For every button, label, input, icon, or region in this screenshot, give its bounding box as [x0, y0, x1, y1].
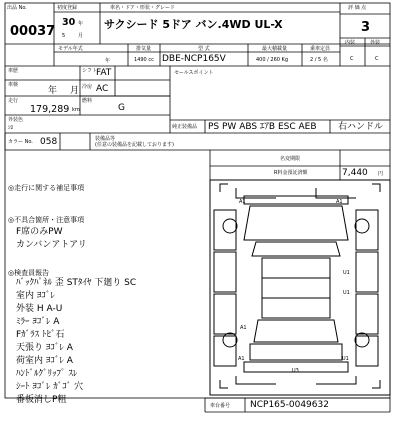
load-value: 400 / 260 Kg [256, 57, 288, 63]
damage-mark: U1 [343, 270, 350, 276]
inspector-line-4: ﾐﾗｰ ﾖｺﾞﾚ A [16, 317, 60, 327]
inspection-month-unit: 月 [70, 86, 80, 96]
body-color-label: 外装色 [8, 117, 24, 123]
damage-mark: A1 [240, 325, 247, 331]
inspection-label: 車検 [8, 82, 19, 88]
damage-mark: U1 [342, 356, 349, 362]
model-name: サクシード 5ドア バン.4WD UL-X [104, 18, 283, 31]
displacement-value: 1490 cc [134, 57, 154, 63]
shift-value: FAT [96, 68, 112, 78]
history-label: 車歴 [8, 68, 19, 74]
model-label: 車名・ドア・形状・グレード [110, 5, 175, 11]
fuel-value: G [118, 103, 125, 113]
inspection-year-unit: 年 [48, 86, 58, 96]
grade-label: 評 価 点 [348, 5, 367, 11]
recycle-fee-label: R料金預託済額 [274, 170, 308, 176]
damage-mark: A1 [336, 199, 343, 205]
shift-label: シフト [82, 68, 98, 74]
steering-value: 右ハンドル [338, 122, 384, 132]
inspector-line-3: 外装 H A-U [16, 304, 63, 314]
defect-line-1: F席のみPW [16, 227, 63, 237]
recycle-fee-value: 7,440 [342, 168, 368, 178]
inspector-line-6: 天張り ﾖｺﾞﾚ A [16, 343, 73, 353]
reg-month: 5 [62, 33, 66, 39]
vin-value: NCP165-0049632 [250, 400, 329, 410]
reg-month-unit: 月 [78, 33, 84, 39]
reg-year: 30 [62, 17, 76, 28]
lot-no: 00037 [10, 24, 56, 39]
color-no-label: カラー No. [8, 139, 33, 145]
defects-title: ◎不具合箇所・注意事項 [8, 216, 85, 224]
year-label: 初度登録 [57, 5, 78, 11]
options-label: 純正装備品 [172, 124, 198, 130]
model-code-value: DBE-NCP165V [162, 54, 226, 64]
damage-mark: A1 [239, 199, 246, 205]
reg-year-unit: 年 [78, 21, 84, 27]
mileage-value: 179,289 [30, 104, 70, 115]
defect-line-2: カンバンアトアリ [16, 240, 87, 250]
exterior-label: 外装 [370, 40, 381, 46]
recycle-fee-unit: 円 [378, 171, 384, 177]
inspector-title: ◎検査員報告 [8, 269, 50, 277]
options-value: PS PW ABS ｴｱB ESC AEB [208, 122, 317, 132]
extra-note: (任意の装備品を記載しております) [95, 142, 174, 148]
lot-no-label: 出品 No. [7, 5, 27, 11]
damage-mark: A1 [238, 356, 245, 362]
inspector-line-7: 荷室内 ﾖｺﾞﾚ A [16, 356, 73, 366]
vin-label: 車台番号 [210, 403, 231, 409]
mileage-label: 走行 [8, 98, 19, 104]
inspector-line-1: ﾊﾞｯｸﾊﾟﾈﾙ 歪 STﾀｲﾔ 下廻り SC [16, 278, 137, 288]
inspector-line-10: 番板消しP粗 [16, 395, 67, 405]
sales-point-label: セールスポイント [174, 70, 214, 76]
inspector-line-2: 室内 ﾖｺﾞﾚ [16, 291, 55, 301]
name-change-label: 名変期限 [280, 156, 301, 162]
model-year-unit: 年 [105, 58, 111, 64]
seats-value: 2 / 5 名 [310, 57, 328, 63]
body-color-value: ｼﾛ [8, 125, 14, 131]
extra-label: 装備品等 [95, 136, 116, 142]
mileage-unit: km [72, 107, 80, 113]
color-no-value: 058 [40, 137, 58, 147]
inspector-line-9: ｼｰﾄ ﾖｺﾞﾚ ｶﾞｺﾞ 穴 [16, 382, 84, 392]
inspector-line-5: Fｶﾞﾗｽ ﾄﾋﾞ石 [16, 330, 65, 340]
exterior-value: C [375, 56, 379, 62]
driving-notes-title: ◎走行に関する補足事項 [8, 184, 85, 192]
interior-label: 内装 [345, 40, 356, 46]
fuel-label: 燃料 [82, 98, 93, 104]
model-type-label: モデル年式 [58, 46, 83, 52]
damage-mark: U1 [343, 290, 350, 296]
cool-value: AC [96, 84, 109, 94]
seats-label: 乗車定員 [310, 46, 331, 52]
displacement-label: 排気量 [136, 46, 152, 52]
interior-value: C [350, 56, 354, 62]
cool-label: 冷房 [82, 84, 93, 90]
load-label: 最大積載量 [262, 46, 288, 52]
model-code-label: 型 式 [198, 46, 210, 52]
grade-value: 3 [361, 20, 371, 35]
damage-mark: U3 [292, 368, 299, 374]
inspector-line-8: ﾊﾝﾄﾞﾙｸﾞﾘｯﾌﾟ ｽﾚ [16, 369, 78, 379]
